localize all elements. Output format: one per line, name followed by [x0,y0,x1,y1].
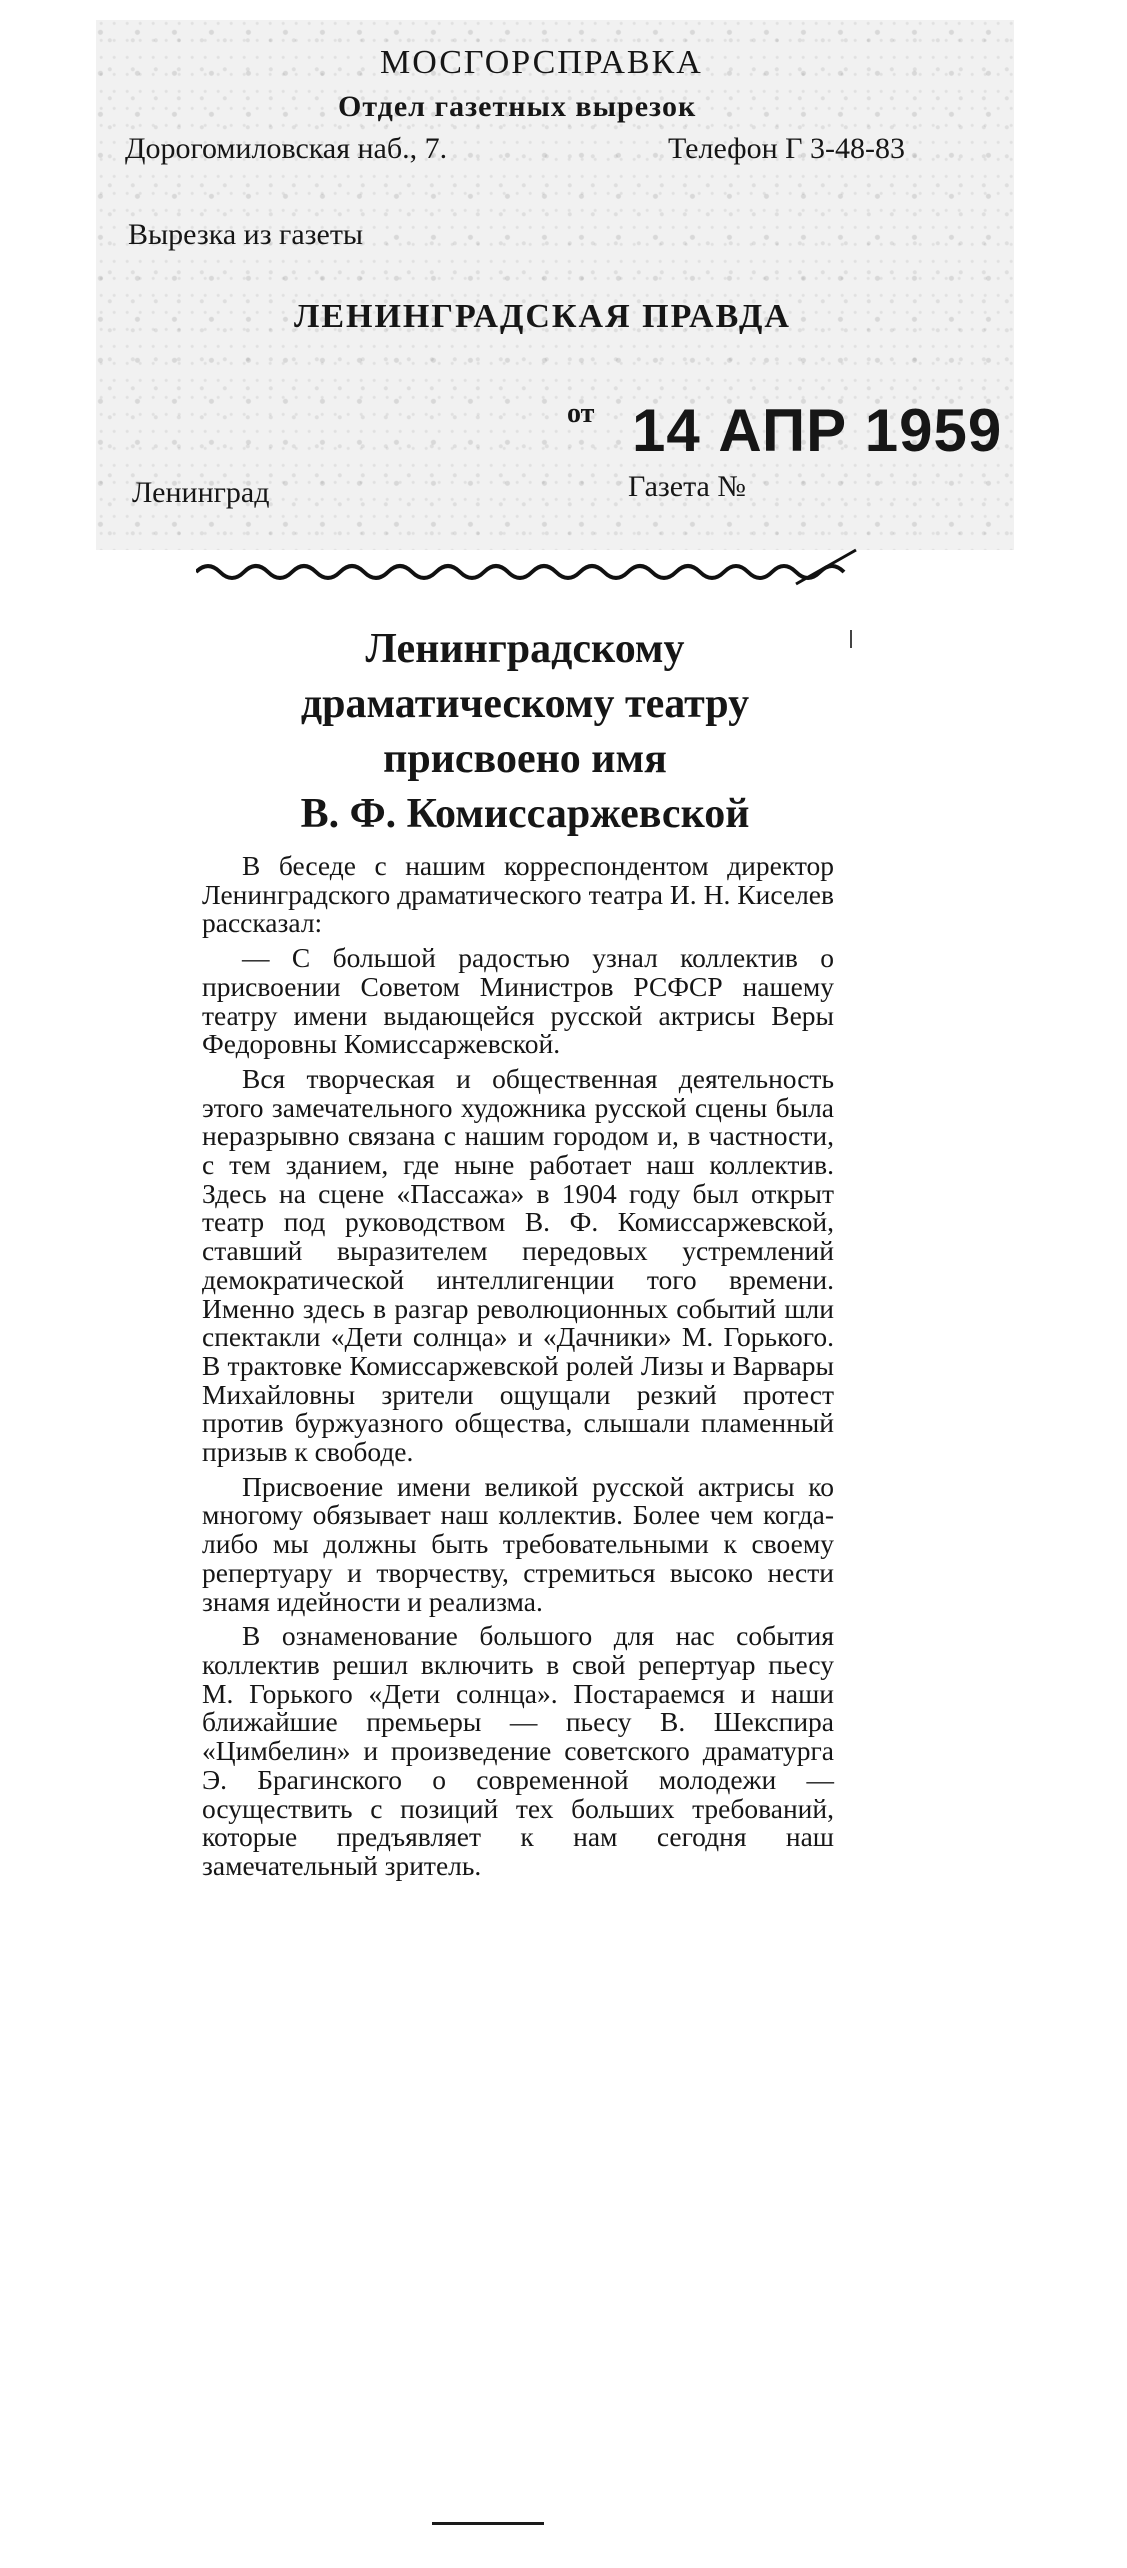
stamp-phone: Телефон Г 3-48-83 [668,132,905,165]
margin-mark [850,630,860,648]
article-paragraph: — С большой радостью узнал коллектив о присвоении Советом Министров РСФСР нашему театру имени выдающейся русской актрисы Веры Федоровны Комиссаржевской. [202,942,834,1060]
title-line: Ленинградскому [365,626,685,672]
stamp-agency: МОСГОРСПРАВКА [380,44,703,81]
end-rule [432,2522,544,2525]
article-paragraph: Присвоение имени великой русской актрисы ко многому обязывает наш коллектив. Более чем когда-либо мы должны быть требовательными к своему репертуару и творчеству, стремиться высоко нести знамя идейности и реализма. [202,1470,834,1617]
stamp-clipping-label: Вырезка из газеты [128,218,364,251]
title-line: драматическому театру [300,681,750,727]
stamp-address: Дорогомиловская наб., 7. [125,132,448,165]
article-paragraph: Вся творческая и общественная деятельность этого замечательного художника русской сцены была неразрывно связана с нашим городом и, в частности, с тем зданием, где ныне работает наш коллектив. Здесь на сцене «Пассажа» в 1904 году был открыт театр под руководством В. Ф. Комиссаржевской, ставший выразителем передовых устремлений демократической интеллигенции того времени. Именно здесь в разгар революционных событий шли спектакли «Дети солнца» и «Дачники» М. Горького. В трактовке Комиссаржевской ролей Лизы и Варвары Михайловны зрители ощущали резкий протест против буржуазного общества, слышали пламенный призыв к свободе. [202,1062,834,1468]
title-line: В. Ф. Комиссаржевской [300,791,750,837]
stamp-department: Отдел газетных вырезок [338,90,697,123]
stamp-date: 14 АПР 1959 [632,397,1003,464]
stamp-date-prefix: от [567,398,595,429]
stamp-city: Ленинград [132,476,270,509]
article-paragraph: В беседе с нашим корреспондентом директор Ленинградского драматического театра И. Н. Киселев рассказал: [202,850,834,939]
stamp-issue-label: Газета № [628,470,746,503]
stamp-newspaper-name: ЛЕНИНГРАДСКАЯ ПРАВДА [294,298,791,335]
article-body [202,852,834,1887]
torn-edge-line [196,542,866,602]
article-title [200,622,850,842]
article-paragraph: В ознаменование большого для нас события коллектив решил включить в свой репертуар пьесу М. Горького «Дети солнца». Постараемся и наши ближайшие премьеры — пьесу В. Шекспира «Цимбелин» и произведение советского драматурга Э. Брагинского о современной молодежи — осуществить с позиций тех больших требований, которые предъявляет к нам сегодня наш замечательный зритель. [202,1620,834,1881]
title-line: присвоено имя [383,736,667,782]
